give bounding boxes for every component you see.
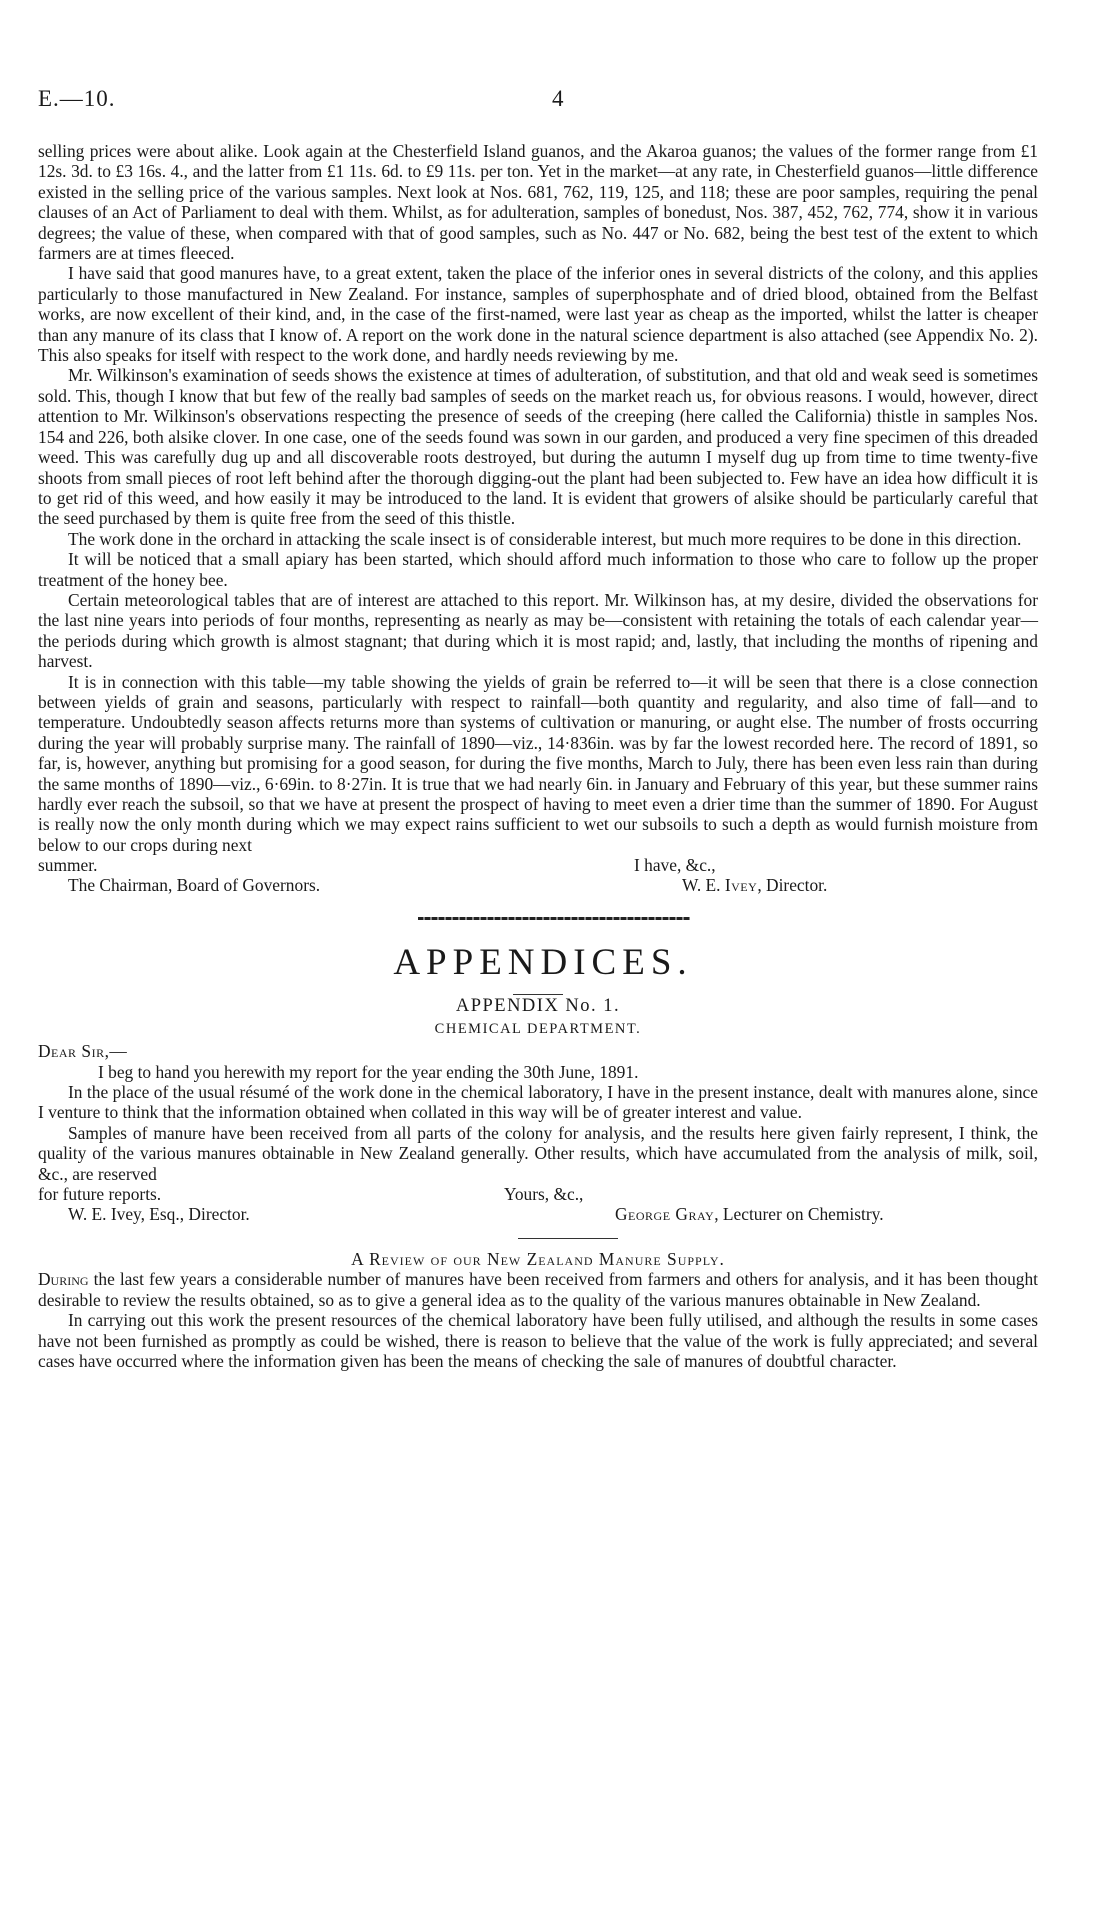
letter-closing: Yours, &c., [504, 1184, 584, 1205]
review-divider [518, 1238, 618, 1239]
paragraph: It is in connection with this table—my table showing the yields of grain be referred to—it will be seen that there is a close connection between yields of grain and seasons, particularly with respect to rainfall—both quantity and regularity, and also time of fall—and to temperature. Undoubtedly season affects returns more than systems of cultivation or manuring, or aught else. The number of frosts occurring during the year will probably surprise many. The rainfall of 1890—viz., 14·836in. was by far the lowest recorded here. The record of 1891, so far, is, however, anything but promising for a good season, for during the five months, March to July, there has been even less rain than during the same months of 1890—viz., 6·69in. to 8·27in. It is true that we had nearly 6in. in January and February of this year, but these summer rains hardly ever reach the subsoil, so that we have at present the prospect of having to meet even a drier time than the summer of 1890. For August is really now the only month during which we may expect rains sufficient to wet our subsoils to such a depth as would furnish moisture from below to our crops during next [38, 671, 1038, 855]
letter-signer-title: , Lecturer on Chemistry. [714, 1204, 884, 1225]
section-divider [418, 917, 690, 920]
signoff-addressee: The Chairman, Board of Governors. [68, 875, 321, 896]
letter-signer-name: George Gray [615, 1204, 715, 1225]
review-paragraph [38, 1269, 1038, 1310]
appendices-heading: APPENDICES. [393, 942, 693, 984]
letter-signature-row [38, 1204, 1038, 1224]
letter-last-line: for future reports. [38, 1184, 162, 1205]
signer-initials: W. E. [682, 875, 721, 896]
paragraph: I have said that good manures have, to a great extent, taken the place of the inferior ones in several districts of the colony, and this applies particularly to those manufactured in New Zealand. For instance, samples of superphosphate and of dried blood, obtained from the Belfast works, are now excellent of their kind, and, in the case of the first-named, were last year as cheap as the imported, whilst the latter is cheaper than any manure of its class that I know of. A report on the work done in the natural science department is also attached (see Appendix No. 2). This also speaks for itself with respect to the work done, and hardly needs reviewing by me. [38, 263, 1038, 366]
page-header [38, 86, 1038, 116]
review-paragraph-text: the last few years a considerable number of manures have been received from farmers and others for analysis, and it has been thought desirable to review the results obtained, so as to give a general idea as to the quality of the various manures obtainable in New Zealand. [38, 1269, 1038, 1310]
signoff-last-word: summer. [38, 855, 98, 876]
signer-surname: Ivey [724, 875, 758, 896]
review-lead-word: During [38, 1269, 89, 1290]
paragraph: The work done in the orchard in attacking the scale insect is of considerable interest, but much more requires to be done in this direction. [68, 528, 1022, 549]
body-text [38, 141, 1038, 1372]
department-title: CHEMICAL DEPARTMENT. [434, 1021, 642, 1038]
signoff-closing: I have, &c., [634, 855, 716, 876]
page-number: 4 [552, 86, 564, 111]
document-reference: E.—10. [38, 86, 116, 111]
appendix-underline [513, 994, 563, 995]
paragraph: Mr. Wilkinson's examination of seeds shows the existence at times of adulteration, of substitution, and that old and weak seed is sometimes sold. This, though I know that but few of the really bad samples of seeds on the market reach us, for obvious reasons. I would, however, direct attention to Mr. Wilkinson's observations respecting the presence of seeds of the creeping (here called the California) thistle in samples Nos. 154 and 226, both alsike clover. In one case, one of the seeds found was sown in our garden, and produced a very fine specimen of this dreaded weed. This was carefully dug up and all discoverable roots destroyed, but during the autumn I myself dug up from time to time twenty-five shoots from small pieces of root left behind after the thorough digging-out the plant had been subjected to. Few have an idea how difficult it is to get rid of this weed, and how easily it may be introduced to the land. It is evident that growers of alsike should be particularly careful that the seed purchased by them is quite free from the seed of this thistle. [38, 365, 1038, 529]
paragraph: Certain meteorological tables that are of interest are attached to this report. Mr. Wilkinson has, at my desire, divided the observations for the last nine years into periods of four months, representing as nearly as may be—consistent with retaining the totals of each calendar year—the periods during which growth is almost stagnant; that during which it is most rapid; and, lastly, that including the months of ripening and harvest. [38, 589, 1038, 672]
letter-closing-row [38, 1184, 1038, 1204]
letter-addressee: W. E. Ivey, Esq., Director. [68, 1204, 250, 1225]
salutation: Dear Sir,— [38, 1041, 128, 1062]
paragraph: selling prices were about alike. Look again at the Chesterfield Island guanos, and the Akaroa guanos; the values of the former range from £1 12s. 3d. to £3 16s. 4., and the latter from £1 11s. 6d. to £9 11s. per ton. Yet in the market—at any rate, in Chesterfield guanos—little difference existed in the selling price of the various samples. Next look at Nos. 681, 762, 119, 125, and 118; these are poor samples, requiring the penal clauses of an Act of Parliament to deal with them. Whilst, as for adulteration, samples of bonedust, Nos. 387, 452, 762, 774, show it in various degrees; the value of these, when compared with that of good samples, such as No. 447 or No. 682, being the best test of the extent to which farmers are at times fleeced. [38, 141, 1038, 264]
letter-paragraph: In the place of the usual résumé of the work done in the chemical laboratory, I have in the present instance, dealt with manures alone, since I venture to think that the information obtained when collated in this way will be of greater interest and value. [38, 1082, 1038, 1123]
review-paragraph: In carrying out this work the present resources of the chemical laboratory have been fully utilised, and although the results in some cases have not been furnished as promptly as could be wished, there is reason to believe that the value of the work is fully appreciated; and several cases have occurred where the information given has been the means of checking the sale of manures of doubtful character. [38, 1310, 1038, 1372]
paragraph: It will be noticed that a small apiary has been started, which should afford much information to those who care to follow up the proper treatment of the honey bee. [38, 549, 1038, 590]
letter-signer [615, 1204, 884, 1224]
signoff-signer [682, 875, 827, 895]
letter-paragraph: I beg to hand you herewith my report for the year ending the 30th June, 1891. [98, 1061, 639, 1082]
signer-title: , Director. [757, 875, 828, 896]
appendix-number: APPENDIX No. 1. [455, 996, 621, 1017]
report-signoff [38, 855, 1038, 895]
review-title: A Review of our New Zealand Manure Supply. [351, 1249, 725, 1270]
letter-paragraph: Samples of manure have been received from all parts of the colony for analysis, and the results here given fairly represent, I think, the quality of the various manures obtainable in New Zealand generally. Other results, which have accumulated from the analysis of milk, soil, &c., are reserved [38, 1122, 1038, 1184]
